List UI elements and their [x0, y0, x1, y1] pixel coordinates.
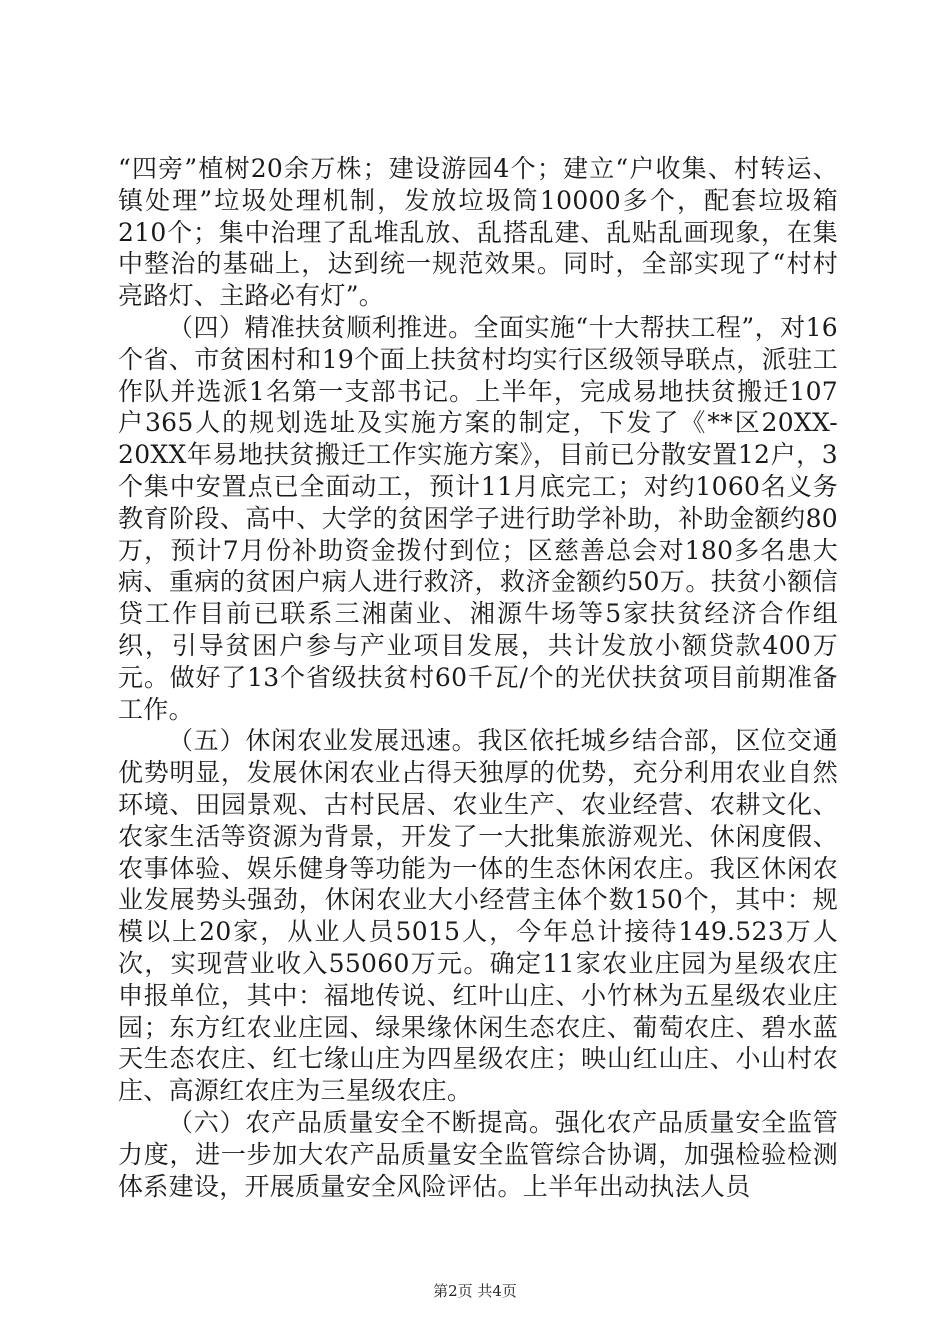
document-body	[118, 153, 838, 1202]
paragraph-3: （五）休闲农业发展迅速。我区依托城乡结合部，区位交通优势明显，发展休闲农业占得天独厚的优势，充分利用农业自然环境、田园景观、古村民居、农业生产、农业经营、农耕文化、农家生活等资源为背景，开发了一大批集旅游观光、休闲度假、农事体验、娱乐健身等功能为一体的生态休闲农庄。我区休闲农业发展势头强劲，休闲农业大小经营主体个数150个，其中：规模以上20家，从业人员5015人，今年总计接待149.523万人次，实现营业收入55060万元。确定11家农业庄园为星级农庄申报单位，其中：福地传说、红叶山庄、小竹林为五星级农业庄园；东方红农业庄园、绿果缘休闲生态农庄、葡萄农庄、碧水蓝天生态农庄、红七缘山庄为四星级农庄；映山红山庄、小山村农庄、高源红农庄为三星级农庄。	[118, 726, 838, 1106]
paragraph-2: （四）精准扶贫顺利推进。全面实施“十大帮扶工程”，对16个省、市贫困村和19个面上扶贫村均实行区级领导联点，派驻工作队并选派1名第一支部书记。上半年，完成易地扶贫搬迁107户365人的规划选址及实施方案的制定，下发了《**区20XX-20XX年易地扶贫搬迁工作实施方案》，目前已分散安置12户，3个集中安置点已全面动工，预计11月底完工；对约1060名义务教育阶段、高中、大学的贫困学子进行助学补助，补助金额约80万，预计7月份补助资金拨付到位；区慈善总会对180多名患大病、重病的贫困户病人进行救济，救济金额约50万。扶贫小额信贷工作目前已联系三湘菌业、湘源牛场等5家扶贫经济合作组织，引导贫困户参与产业项目发展，共计发放小额贷款400万元。做好了13个省级扶贫村60千瓦/个的光伏扶贫项目前期准备工作。	[118, 312, 838, 724]
paragraph-1: “四旁”植树20余万株；建设游园4个；建立“户收集、村转运、镇处理”垃圾处理机制，发放垃圾筒10000多个，配套垃圾箱210个；集中治理了乱堆乱放、乱搭乱建、乱贴乱画现象，在集中整治的基础上，达到统一规范效果。同时，全部实现了“村村亮路灯、主路必有灯”。	[118, 154, 838, 311]
page-number-footer: 第2页 共4页	[433, 1282, 517, 1300]
paragraph-4: （六）农产品质量安全不断提高。强化农产品质量安全监管力度，进一步加大农产品质量安全监管综合协调，加强检验检测体系建设，开展质量安全风险评估。上半年出动执法人员	[118, 1107, 838, 1201]
